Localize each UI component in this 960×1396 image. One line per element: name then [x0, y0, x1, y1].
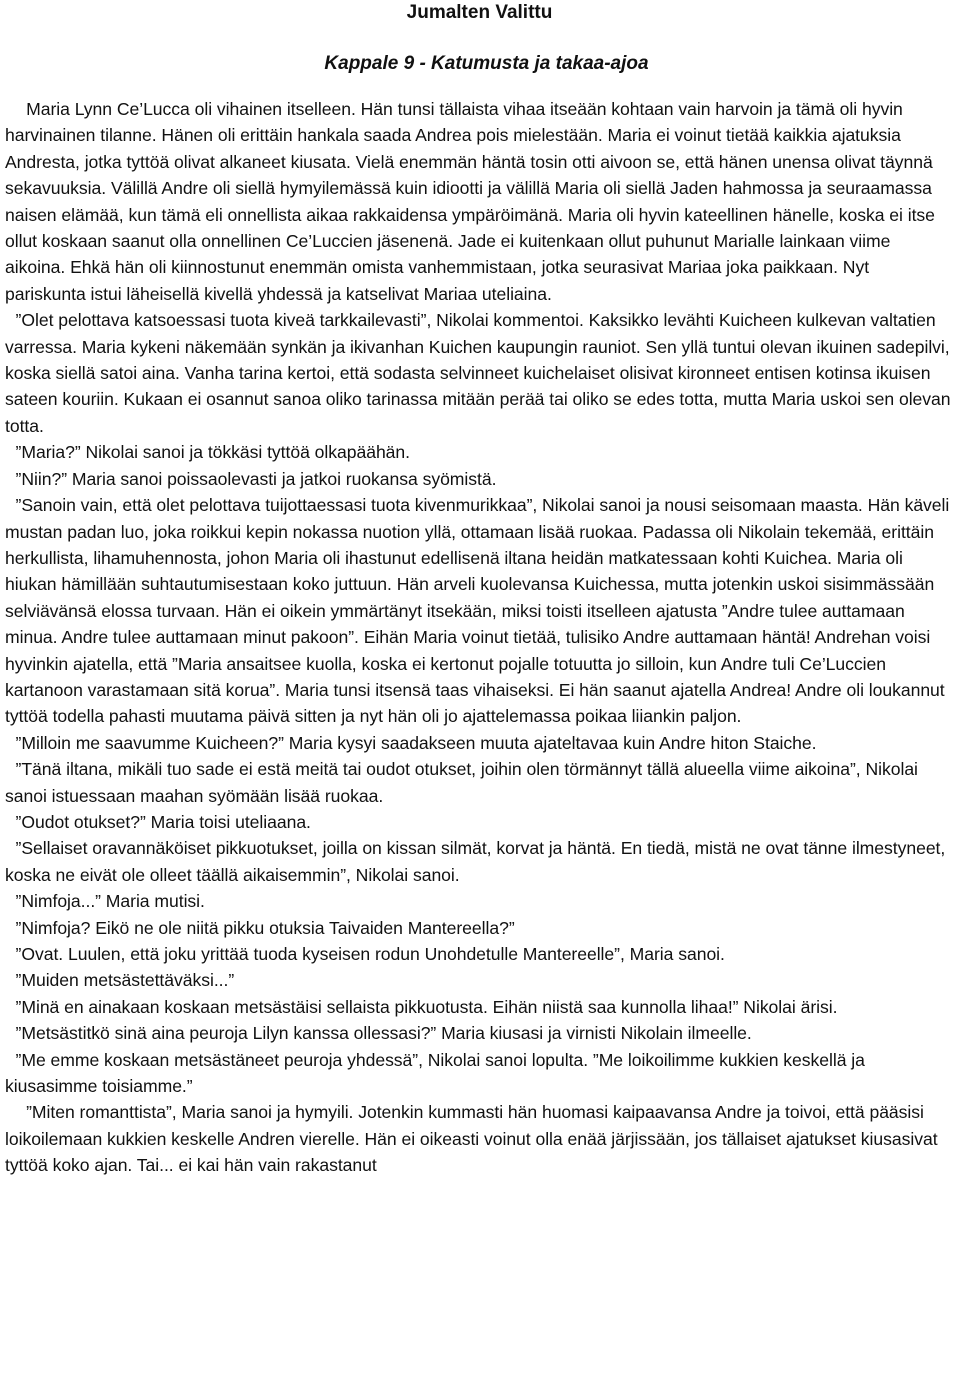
document-body — [5, 96, 954, 1179]
paragraph: ”Olet pelottava katsoessasi tuota kiveä tarkkailevasti”, Nikolai kommentoi. Kaksikko levähti Kuicheen kulkevan valtatien varressa. Maria kykeni näkemään synkän ja ikivanhan Kuichen kaupungin rauniot. Sen yllä tuntui olevan ikuinen sadepilvi, koska siellä satoi aina. Vanha tarina kertoi, että sodasta selvinneet kuichelaiset olisivat kironneet entisen kotinsa ikuisen sateen kouriin. Kukaan ei osannut sanoa oliko tarinassa mitään perää tai oliko se edes totta, mutta Maria uskoi sen olevan totta. — [5, 310, 951, 436]
paragraph: ”Sanoin vain, että olet pelottava tuijottaessasi tuota kivenmurikkaa”, Nikolai sanoi ja nousi seisomaan maasta. Hän käveli mustan padan luo, joka roikkui kepin nokassa nuotion yllä, ottamaan lisää ruokaa. Padassa oli Nikolain tekemää, erittäin herkullista, lihamuhennosta, johon Maria oli ihastunut edellisenä iltana heidän matkatessaan kohti Kuichea. Maria oli hiukan hämillään suhtautumisestaan koko juttuun. Hän arveli kuolevansa Kuichessa, mutta jotenkin uskoi sisimmässään selviävänsä elossa turvaan. Hän ei oikein ymmärtänyt itsekään, miksi toisti itselleen ajatusta ”Andre tulee auttamaan minua. Andre tulee auttamaan minut pakoon”. Eihän Maria voinut tietää, tulisiko Andre auttamaan häntä! Andrehan voisi hyvinkin ajatella, että ”Maria ansaitsee kuolla, koska ei kertonut pojalle totuutta jo silloin, kun Andre tuli Ce’Luccien kartanoon varastamaan sitä korua”. Maria tunsi itsensä taas vihaiseksi. Ei hän saanut ajatella Andrea! Andre oli loukannut tyttöä todella pahasti muutama päivä sitten ja nyt hän oli jo ajattelemassa poikaa liiankin paljon. — [5, 495, 950, 727]
paragraph: ”Maria?” Nikolai sanoi ja tökkäsi tyttöä olkapäähän. — [15, 442, 410, 463]
paragraph: ”Ovat. Luulen, että joku yrittää tuoda kyseisen rodun Unohdetulle Mantereelle”, Maria sanoi. — [15, 944, 725, 964]
paragraph: ”Oudot otukset?” Maria toisi uteliaana. — [15, 811, 311, 832]
paragraph: ”Miten romanttista”, Maria sanoi ja hymyili. Jotenkin kummasti hän huomasi kaipaavansa Andre ja toivoi, että pääsisi loikoilemaan kukkien keskelle Andren vierelle. Hän ei oikeasti voinut olla enää järjissään, jos tällaiset ajatukset kiusasivat tyttöä koko ajan. Tai... ei kai hän vain rakastanut — [5, 1102, 938, 1176]
paragraph: ”Minä en ainakaan koskaan metsästäisi sellaista pikkuotusta. Eihän niistä saa kunnolla lihaa!” Nikolai ärisi. — [15, 996, 838, 1017]
paragraph: Maria Lynn Ce’Lucca oli vihainen itselleen. Hän tunsi tällaista vihaa itseään kohtaan vain harvoin ja tämä oli hyvin harvinainen tilanne. Hänen oli erittäin hankala saada Andrea pois mielestään. Maria ei voinut tietää kaikkia ajatuksia Andresta, jotka tyttöä olivat alkaneet kiusata. Vielä enemmän häntä tosin otti aivoon se, että hänen unensa olivat täynnä sekavuuksia. Välillä Andre oli siellä hymyilemässä kuin idiootti ja välillä Maria oli siellä Jaden hahmossa ja seuraamassa naisen elämää, kun tämä eli onnellista aikaa rakkaidensa ympäröimänä. Maria oli hyvin kateellinen hänelle, koska ei itse ollut koskaan saanut olla onnellinen Ce’Luccien jäsenenä. Jade ei kuitenkaan ollut puhunut Marialle lainkaan viime aikoina. Ehkä hän oli kiinnostunut enemmän omista vanhemmistaan, jotka seurasivat Mariaa joka paikkaan. Nyt pariskunta istui läheisellä kivellä yhdessä ja katselivat Mariaa uteliaina. — [5, 99, 935, 304]
paragraph: ”Tänä iltana, mikäli tuo sade ei estä meitä tai oudot otukset, joihin olen törmännyt tällä alueella viime aikoina”, Nikolai sanoi istuessaan maahan syömään lisää ruokaa. — [5, 759, 918, 806]
paragraph: ”Niin?” Maria sanoi poissaolevasti ja jatkoi ruokansa syömistä. — [15, 468, 497, 489]
paragraph: ”Me emme koskaan metsästäneet peuroja yhdessä”, Nikolai sanoi lopulta. ”Me loikoilimme kukkien keskellä ja kiusasimme toisiamme.” — [5, 1049, 865, 1097]
paragraph: ”Milloin me saavumme Kuicheen?” Maria kysyi saadakseen muuta ajateltavaa kuin Andre hiton Staiche. — [15, 732, 817, 753]
paragraph: ”Sellaiset oravannäköiset pikkuotukset, joilla on kissan silmät, korvat ja häntä. En tiedä, mistä ne ovat tänne ilmestyneet, koska ne eivät ole olleet täällä aikaisemmin”, Nikolai sanoi. — [5, 838, 946, 885]
paragraph: ”Muiden metsästettäväksi...” — [15, 970, 235, 991]
document-title: Jumalten Valittu — [406, 2, 553, 23]
chapter-heading: Kappale 9 - Katumusta ja takaa-ajoa — [324, 53, 649, 74]
paragraph: ”Nimfoja? Eikö ne ole niitä pikku otuksia Taivaiden Mantereella?” — [15, 917, 515, 938]
paragraph: ”Nimfoja...” Maria mutisi. — [15, 891, 205, 912]
paragraph: ”Metsästitkö sinä aina peuroja Lilyn kanssa ollessasi?” Maria kiusasi ja virnisti Nikolain ilmeelle. — [15, 1023, 752, 1044]
